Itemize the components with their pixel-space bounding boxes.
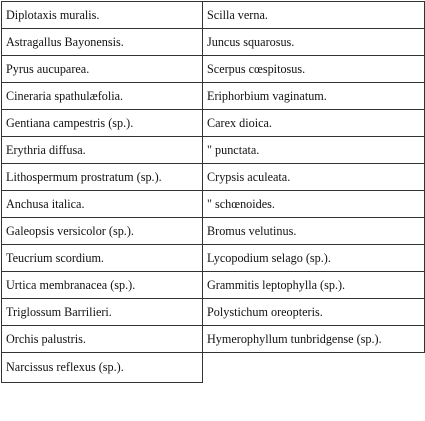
table-cell: Lithospermum prostratum (sp.). — [2, 164, 203, 191]
table-row — [2, 245, 425, 272]
table-cell: " punctata. — [203, 137, 425, 164]
table-cell: Polystichum oreopteris. — [203, 299, 425, 326]
table-cell: Erythria diffusa. — [2, 137, 203, 164]
table-cell: Crypsis aculeata. — [203, 164, 425, 191]
table-row — [2, 299, 425, 326]
table-cell: Triglossum Barrilieri. — [2, 299, 203, 326]
table-cell: Urtica membranacea (sp.). — [2, 272, 203, 299]
table-cell: Orchis palustris. — [2, 326, 203, 353]
table-row — [2, 110, 425, 137]
table-row — [2, 164, 425, 191]
table-row — [2, 29, 425, 56]
table-row — [2, 218, 425, 245]
table-cell: Narcissus reflexus (sp.). — [2, 353, 203, 383]
table-cell: Galeopsis versicolor (sp.). — [2, 218, 203, 245]
table-cell: Cineraria spathulæfolia. — [2, 83, 203, 110]
table-cell: Bromus velutinus. — [203, 218, 425, 245]
table-cell: Anchusa italica. — [2, 191, 203, 218]
table-cell: Gentiana campestris (sp.). — [2, 110, 203, 137]
table-cell: Lycopodium selago (sp.). — [203, 245, 425, 272]
table-row — [2, 191, 425, 218]
table-cell: Grammitis leptophylla (sp.). — [203, 272, 425, 299]
table-row — [2, 353, 425, 383]
table-cell: " schœnoides. — [203, 191, 425, 218]
table-cell: Eriphorbium vaginatum. — [203, 83, 425, 110]
table-row — [2, 326, 425, 353]
table-cell: Teucrium scordium. — [2, 245, 203, 272]
table-row — [2, 272, 425, 299]
table-cell: Juncus squarosus. — [203, 29, 425, 56]
table-row — [2, 137, 425, 164]
table-cell: Diplotaxis muralis. — [2, 2, 203, 29]
table-cell: Carex dioica. — [203, 110, 425, 137]
table-cell: Scerpus cœspitosus. — [203, 56, 425, 83]
table-row — [2, 83, 425, 110]
table-row — [2, 56, 425, 83]
table-row — [2, 2, 425, 29]
empty-cell — [203, 353, 425, 383]
table-cell: Scilla verna. — [203, 2, 425, 29]
species-table — [1, 1, 425, 383]
table-cell: Astragallus Bayonensis. — [2, 29, 203, 56]
table-cell: Pyrus aucuparea. — [2, 56, 203, 83]
table-cell: Hymerophyllum tunbridgense (sp.). — [203, 326, 425, 353]
